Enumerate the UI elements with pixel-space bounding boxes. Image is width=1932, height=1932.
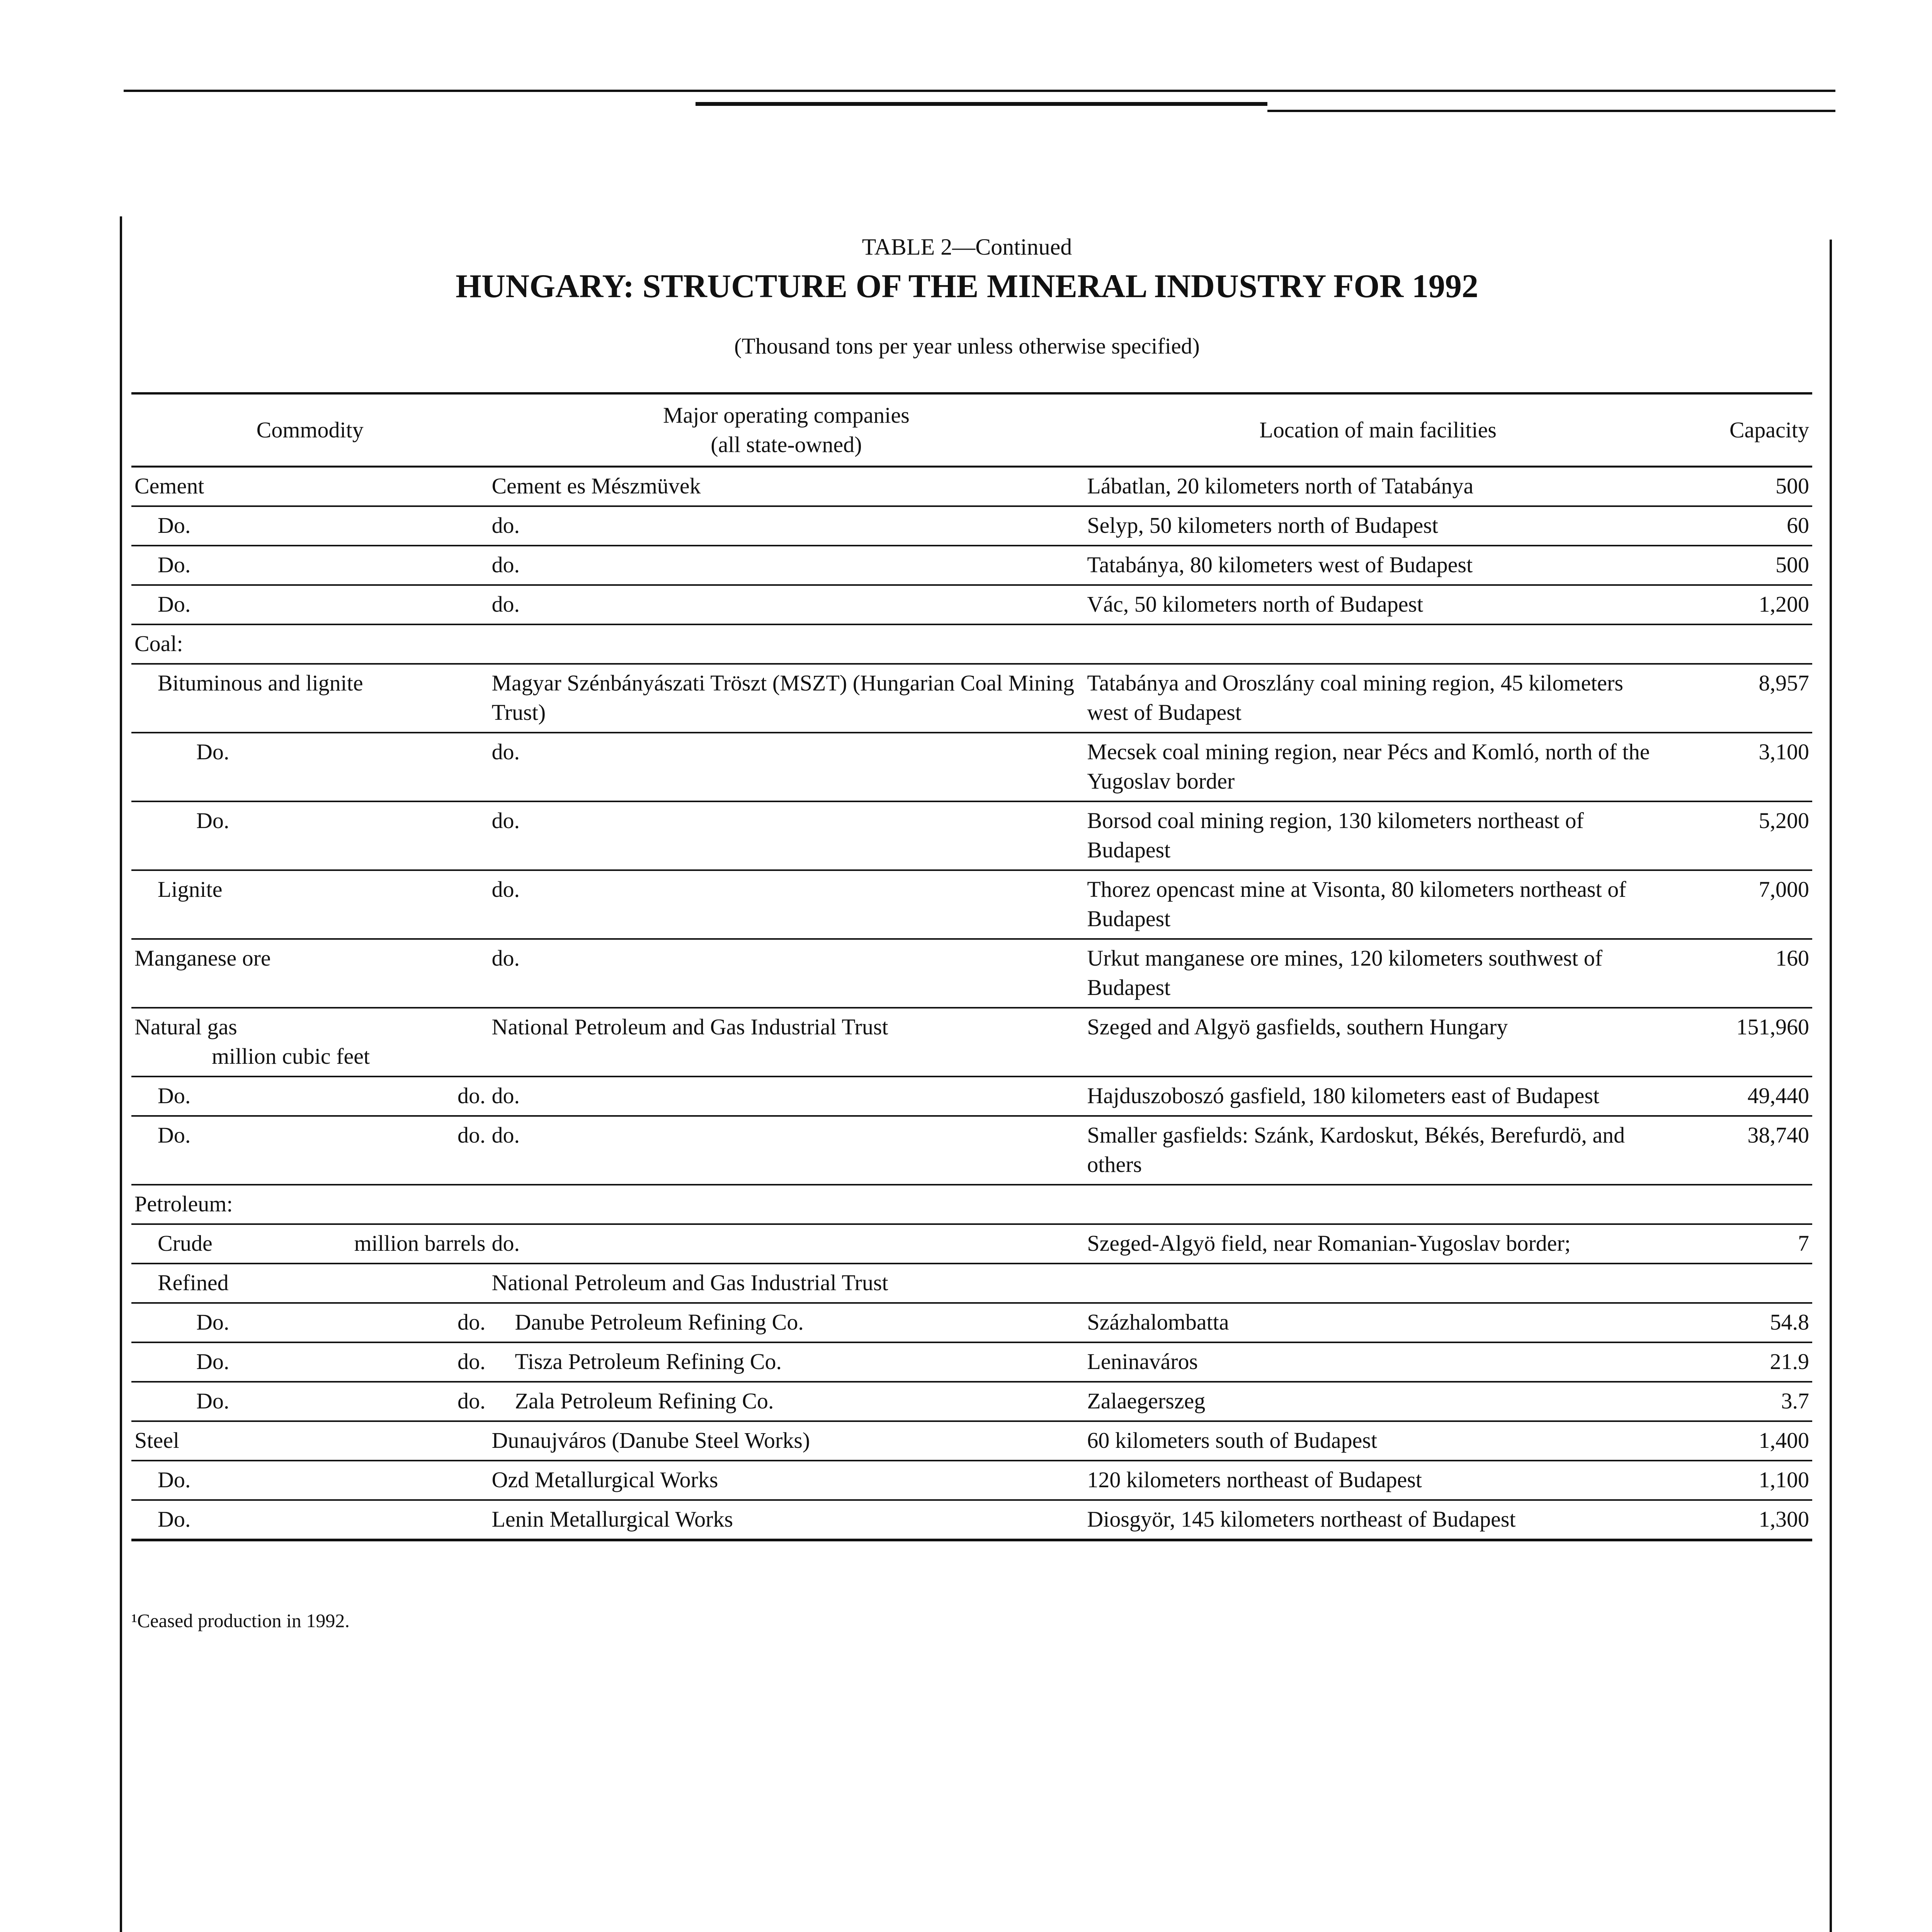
- company-cell: do.: [488, 506, 1084, 546]
- companies-header-line2: (all state-owned): [711, 432, 862, 457]
- table-units-note: (Thousand tons per year unless otherwise specified): [734, 333, 1200, 359]
- table-row: [131, 1500, 1812, 1540]
- top-rule: [124, 90, 1835, 92]
- commodity-cell: Natural gas: [134, 1014, 237, 1039]
- commodity-cell: Refined: [158, 1270, 229, 1295]
- table-header-row: [131, 393, 1812, 467]
- commodity-cell: Petroleum:: [131, 1185, 488, 1224]
- table-row: [131, 939, 1812, 1008]
- table-row: [131, 1008, 1812, 1077]
- left-margin-line: [120, 216, 122, 1932]
- location-cell: Mecsek coal mining region, near Pécs and Komló, north of the Yugoslav border: [1084, 733, 1672, 801]
- capacity-cell: 7,000: [1672, 870, 1812, 939]
- company-cell: do.: [488, 1077, 1084, 1116]
- capacity-cell: 1,100: [1672, 1461, 1812, 1500]
- location-cell: 60 kilometers south of Budapest: [1084, 1421, 1672, 1461]
- company-cell: Lenin Metallurgical Works: [488, 1500, 1084, 1540]
- capacity-cell: 49,440: [1672, 1077, 1812, 1116]
- location-cell: Tatabánya and Oroszlány coal mining region, 45 kilometers west of Budapest: [1084, 664, 1672, 733]
- unit-label: do.: [457, 1083, 486, 1108]
- capacity-cell: 54.8: [1672, 1303, 1812, 1342]
- table-row: [131, 506, 1812, 546]
- companies-header-line1: Major operating companies: [663, 403, 910, 428]
- company-cell: do.: [488, 1116, 1084, 1185]
- table-row: [131, 1421, 1812, 1461]
- table-row: [131, 801, 1812, 870]
- location-cell: Tatabánya, 80 kilometers west of Budapest: [1084, 546, 1672, 585]
- table-row: [131, 1264, 1812, 1303]
- table-row: [131, 1116, 1812, 1185]
- company-cell: do.: [488, 870, 1084, 939]
- commodity-cell: Do.: [196, 1388, 230, 1413]
- commodity-cell: Manganese ore: [131, 939, 488, 1008]
- commodity-cell: Do.: [158, 1507, 191, 1532]
- company-cell: Magyar Szénbányászati Tröszt (MSZT) (Hungarian Coal Mining Trust): [488, 664, 1084, 733]
- company-cell: Dunaujváros (Danube Steel Works): [488, 1421, 1084, 1461]
- capacity-cell: 3,100: [1672, 733, 1812, 801]
- capacity-header: Capacity: [1729, 417, 1809, 442]
- location-cell: Borsod coal mining region, 130 kilometers northeast of Budapest: [1084, 801, 1672, 870]
- commodity-cell: Coal:: [131, 624, 488, 664]
- table-row: [131, 1077, 1812, 1116]
- capacity-cell: 3.7: [1672, 1382, 1812, 1421]
- commodity-cell: Do.: [158, 513, 191, 538]
- commodity-cell: Do.: [158, 1083, 191, 1108]
- company-cell: do.: [488, 801, 1084, 870]
- table-row: [131, 1342, 1812, 1382]
- location-cell: Vác, 50 kilometers north of Budapest: [1084, 585, 1672, 624]
- capacity-cell: 7: [1672, 1224, 1812, 1264]
- location-cell: Százhalombatta: [1084, 1303, 1672, 1342]
- company-cell: do.: [488, 585, 1084, 624]
- company-cell: Tisza Petroleum Refining Co.: [515, 1349, 782, 1374]
- location-cell: 120 kilometers northeast of Budapest: [1084, 1461, 1672, 1500]
- company-cell: Zala Petroleum Refining Co.: [515, 1388, 774, 1413]
- companies-header: [488, 393, 1084, 467]
- capacity-cell: 500: [1672, 546, 1812, 585]
- unit-label: do.: [457, 1349, 486, 1374]
- commodity-cell: Do.: [196, 739, 230, 764]
- location-cell: Lábatlan, 20 kilometers north of Tatabánya: [1084, 467, 1672, 507]
- mineral-industry-table: [131, 392, 1812, 1541]
- location-cell: Szeged and Algyö gasfields, southern Hungary: [1084, 1008, 1672, 1077]
- table-row: [131, 664, 1812, 733]
- commodity-header: Commodity: [256, 417, 364, 442]
- capacity-cell: 21.9: [1672, 1342, 1812, 1382]
- table-title: HUNGARY: STRUCTURE OF THE MINERAL INDUSTRY FOR 1992: [456, 267, 1478, 304]
- company-cell: do.: [488, 733, 1084, 801]
- unit-label: do.: [457, 1388, 486, 1413]
- commodity-cell: Bituminous and lignite: [158, 670, 363, 696]
- capacity-cell: 500: [1672, 467, 1812, 507]
- table-label: TABLE 2—Continued: [862, 234, 1072, 260]
- table-row: [131, 546, 1812, 585]
- location-cell: Zalaegerszeg: [1084, 1382, 1672, 1421]
- table-row: [131, 870, 1812, 939]
- location-cell: Hajduszoboszó gasfield, 180 kilometers east of Budapest: [1084, 1077, 1672, 1116]
- company-cell: National Petroleum and Gas Industrial Trust: [488, 1264, 1084, 1303]
- top-rule-thick: [696, 102, 1267, 106]
- company-cell: Danube Petroleum Refining Co.: [515, 1310, 804, 1335]
- capacity-cell: 38,740: [1672, 1116, 1812, 1185]
- commodity-cell: Do.: [158, 1122, 191, 1148]
- table-row: [131, 467, 1812, 507]
- commodity-cell: Do.: [158, 592, 191, 617]
- commodity-cell: Crude: [158, 1231, 213, 1256]
- unit-label: million cubic feet: [212, 1044, 370, 1069]
- commodity-cell: Steel: [131, 1421, 488, 1461]
- table-row: [131, 1461, 1812, 1500]
- commodity-cell: Do.: [196, 808, 230, 833]
- table-row: [131, 1185, 1812, 1224]
- company-cell: do.: [488, 546, 1084, 585]
- table-row: [131, 1303, 1812, 1342]
- location-cell: Urkut manganese ore mines, 120 kilometers southwest of Budapest: [1084, 939, 1672, 1008]
- company-cell: do.: [488, 1224, 1084, 1264]
- capacity-cell: 160: [1672, 939, 1812, 1008]
- table-row: [131, 1382, 1812, 1421]
- location-cell: Leninaváros: [1084, 1342, 1672, 1382]
- company-cell: do.: [488, 939, 1084, 1008]
- location-cell: Thorez opencast mine at Visonta, 80 kilometers northeast of Budapest: [1084, 870, 1672, 939]
- location-cell: Selyp, 50 kilometers north of Budapest: [1084, 506, 1672, 546]
- company-cell: National Petroleum and Gas Industrial Trust: [488, 1008, 1084, 1077]
- commodity-cell: Lignite: [158, 877, 223, 902]
- unit-label: million barrels: [354, 1231, 486, 1256]
- location-header: Location of main facilities: [1259, 417, 1497, 442]
- table-row: [131, 1224, 1812, 1264]
- commodity-cell: Cement: [131, 467, 488, 507]
- capacity-cell: 8,957: [1672, 664, 1812, 733]
- footnote: ¹Ceased production in 1992.: [131, 1610, 350, 1631]
- top-rule-right: [1267, 110, 1835, 112]
- table-row: [131, 733, 1812, 801]
- capacity-cell: 1,200: [1672, 585, 1812, 624]
- unit-label: do.: [457, 1122, 486, 1148]
- company-cell: Ozd Metallurgical Works: [488, 1461, 1084, 1500]
- table-row: [131, 624, 1812, 664]
- capacity-cell: 1,400: [1672, 1421, 1812, 1461]
- capacity-cell: 60: [1672, 506, 1812, 546]
- unit-label: do.: [457, 1310, 486, 1335]
- location-cell: Szeged-Algyö field, near Romanian-Yugoslav border;: [1084, 1224, 1672, 1264]
- company-cell: Cement es Mészmüvek: [488, 467, 1084, 507]
- commodity-cell: Do.: [196, 1310, 230, 1335]
- commodity-cell: Do.: [158, 1467, 191, 1492]
- commodity-cell: Do.: [158, 552, 191, 577]
- capacity-cell: 1,300: [1672, 1500, 1812, 1540]
- right-margin-line: [1830, 240, 1832, 1932]
- location-cell: Diosgyör, 145 kilometers northeast of Budapest: [1084, 1500, 1672, 1540]
- location-cell: Smaller gasfields: Szánk, Kardoskut, Békés, Berefurdö, and others: [1084, 1116, 1672, 1185]
- capacity-cell: 5,200: [1672, 801, 1812, 870]
- capacity-cell: 151,960: [1672, 1008, 1812, 1077]
- commodity-cell: Do.: [196, 1349, 230, 1374]
- table-row: [131, 585, 1812, 624]
